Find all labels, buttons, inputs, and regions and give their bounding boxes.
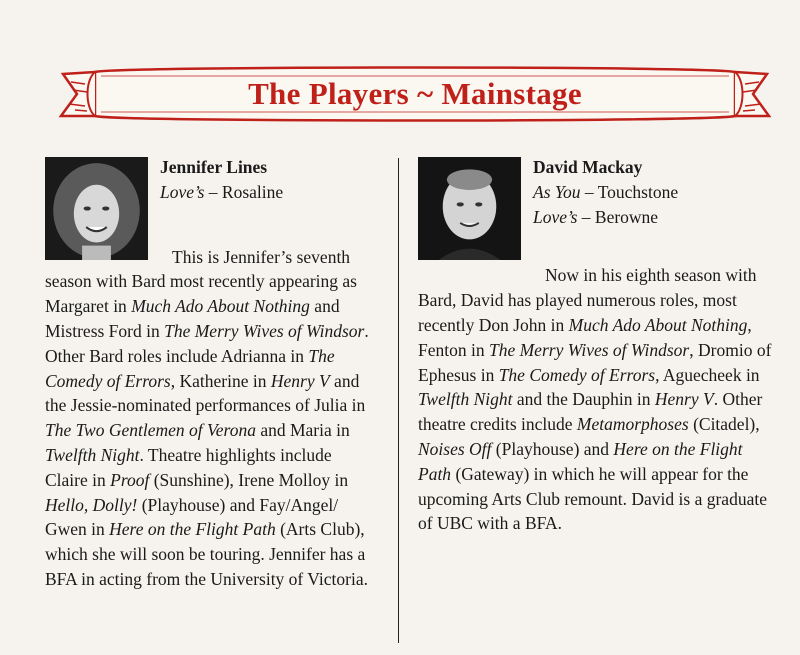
bio-text: and Maria in: [255, 420, 350, 441]
headshot-david: [418, 157, 521, 260]
role-play: As You: [533, 181, 581, 202]
title-banner: [55, 60, 775, 130]
player-jennifer-lines: [45, 155, 373, 592]
bio-text: . Other theatre credits include: [418, 389, 763, 435]
bio-text: and the Dauphin in: [512, 389, 655, 410]
role-play: Love’s: [160, 181, 205, 202]
bio-text: , Aguecheek in: [655, 364, 760, 385]
column-divider: [398, 158, 399, 643]
bio-title-italic: The Merry Wives of Windsor: [164, 320, 365, 341]
player-bio: [45, 245, 373, 592]
headshot-image: [418, 157, 521, 260]
bio-text: (Playhouse) and Fay/Angel/ Gwen in: [45, 494, 339, 540]
bio-title-italic: Proof: [110, 469, 150, 490]
bio-text: (Gateway) in which he will appear for the upcoming Arts Club remount. David is a graduate of UBC with a BFA.: [418, 463, 767, 534]
bio-text: (Arts Club), which she will soon be touring. Jennifer has a BFA in acting from the University of Victoria.: [45, 519, 368, 589]
page-title: The Players ~ Mainstage: [248, 76, 582, 111]
bio-text: . Theatre highlights include Claire in: [45, 444, 332, 490]
role-play: Love’s: [533, 206, 578, 227]
bio-text: . Other Bard roles include Adrianna in: [45, 320, 369, 366]
bio-text: (Citadel),: [688, 414, 760, 435]
headshot-jennifer: [45, 157, 148, 260]
bio-text: This is Jennifer’s seventh season with Bard most recently appearing as Margaret in: [45, 246, 357, 317]
bio-text: Now in his eighth season with Bard, David has played numerous roles, most recently Don John in: [418, 265, 757, 335]
bio-text: (Sunshine), Irene Molloy in: [149, 469, 349, 490]
bio-title-italic: Metamorphoses: [576, 414, 689, 435]
role-part: – Berowne: [577, 206, 659, 227]
bio-text: , Dromio of Ephesus in: [418, 339, 772, 385]
bio-title-italic: Henry V: [654, 389, 714, 410]
bio-text: , Fenton in: [418, 314, 752, 360]
role-part: – Touchstone: [580, 181, 679, 202]
bio-text: , Katherine in: [170, 370, 271, 391]
player-david-mackay: [418, 155, 778, 536]
player-bio: [418, 263, 778, 536]
bio-title-italic: Much Ado About Nothing: [568, 314, 748, 335]
player-name: David Mackay: [533, 157, 643, 177]
role-part: – Rosaline: [204, 181, 284, 202]
bio-title-italic: Here on the Flight Path: [109, 519, 276, 540]
bio-text: (Playhouse) and: [491, 438, 614, 459]
bio-text: and the Jessie-nominated performances of Julia in: [45, 370, 366, 416]
bio-title-italic: The Merry Wives of Windsor: [488, 339, 690, 360]
bio-title-italic: The Comedy of Errors: [498, 364, 656, 385]
bio-title-italic: The Comedy of Errors: [45, 345, 335, 391]
bio-title-italic: Twelfth Night: [418, 389, 513, 410]
bio-title-italic: Henry V: [270, 370, 330, 391]
bio-title-italic: Twelfth Night: [45, 444, 140, 465]
bio-title-italic: Here on the Flight Path: [418, 438, 743, 484]
player-name: Jennifer Lines: [160, 157, 268, 177]
bio-title-italic: Hello, Dolly!: [45, 494, 138, 515]
bio-title-italic: The Two Gentlemen of Verona: [45, 420, 256, 441]
bio-text: and Mistress Ford in: [45, 296, 340, 341]
headshot-image: [45, 157, 148, 260]
bio-title-italic: Much Ado About Nothing: [131, 296, 310, 317]
bio-title-italic: Noises Off: [418, 438, 492, 459]
